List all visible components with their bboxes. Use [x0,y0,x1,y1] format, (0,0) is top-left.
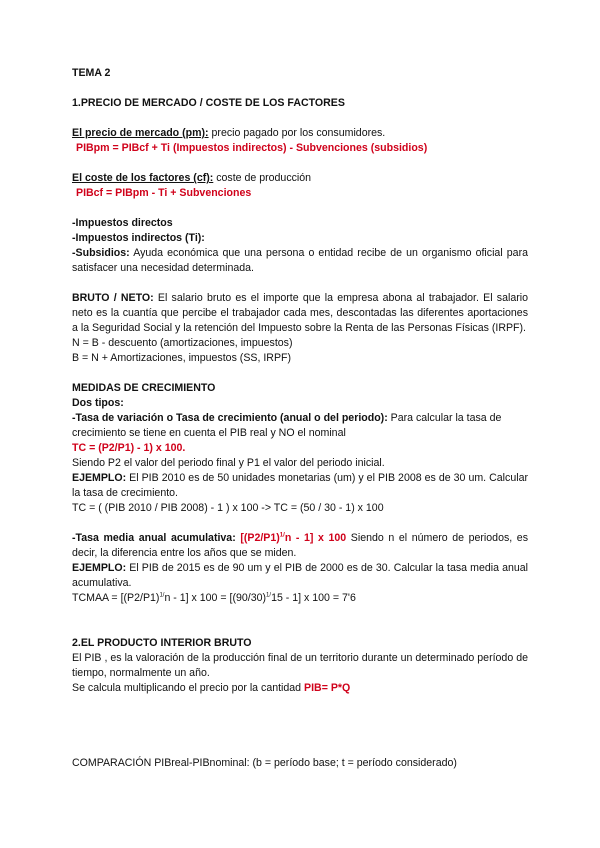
tasa-media-text: Siendo n el número de periodos, es decir, la diferencia entre los años que se miden. [72,532,528,559]
ejemplo2-text: El PIB de 2015 es de 90 um y el PIB de 2000 es de 30. Calcular la tasa media anual acumulativa. [72,562,528,589]
document-page [72,66,528,771]
ejemplo1-text: El PIB 2010 es de 50 unidades monetarias (um) y el PIB 2008 es de 30 um. Calcular la tasa de crecimiento. [72,472,528,499]
bruto-neto-text: El salario bruto es el importe que la empresa abona al trabajador. El salario neto es la cuantía que percibe el trabajador cada mes, descontadas las diferentes aportaciones a la Seguridad Social y la retención del Impuesto sobre la Renta de las Personas Físicas (IRPF). [72,292,528,334]
tcmaa-calculation: TCMAA = $[(P2/P1)^{1/}n - 1]$ x $100 = [(90/30)^{1/}15 - 1]$ x 100 = 7'6 [72,592,356,604]
section1-heading: 1.PRECIO DE MERCADO / COSTE DE LOS FACTORES [72,97,345,109]
impuestos-directos: -Impuestos directos [72,217,173,229]
cf-definition [72,171,528,186]
tema-title: TEMA 2 [72,67,111,79]
subsidios-paragraph [72,246,528,276]
dos-tipos: Dos tipos: [72,397,124,409]
pm-label: El precio de mercado (pm): [72,127,209,139]
cf-formula: PIBcf = PIBpm - Ti + Subvenciones [76,187,252,199]
medidas-heading: MEDIDAS DE CRECIMIENTO [72,382,216,394]
tasa-media-formula: $[(P2/P1)^{1/}n - 1]$ x 100 [240,532,347,544]
pm-definition [72,126,528,141]
pib-formula: PIB= P*Q [304,682,351,694]
tasa-media-paragraph [72,531,528,561]
bruto-neto-paragraph [72,291,528,336]
pm-formula: PIBpm = PIBcf + Ti (Impuestos indirectos) - Subvenciones (subsidios) [76,142,428,154]
ejemplo2-label: EJEMPLO: [72,562,127,574]
neto-formula: N = B - descuento (amortizaciones, impuestos) [72,337,293,349]
tc-formula: TC = (P2/P1) - 1) x 100. [72,442,186,454]
subsidios-label: -Subsidios: [72,247,130,259]
tasa-variacion-text: Para calcular la tasa de crecimiento se tiene en cuenta el PIB real y NO el nominal [72,412,502,439]
tasa-media-label: -Tasa media anual acumulativa: [72,532,236,544]
pm-text: precio pagado por los consumidores. [208,127,386,139]
pib-definition: El PIB , es la valoración de la producción final de un territorio durante un determinado período de tiempo, normalmente un año. [72,652,528,679]
cf-label: El coste de los factores (cf): [72,172,214,184]
ejemplo1-label: EJEMPLO: [72,472,127,484]
section2-heading: 2.EL PRODUCTO INTERIOR BRUTO [72,637,252,649]
impuestos-indirectos: -Impuestos indirectos (Ti): [72,232,205,244]
ejemplo1-calculation: TC = ( (PIB 2010 / PIB 2008) - 1 ) x 100 -> TC = (50 / 30 - 1) x 100 [72,502,384,514]
ejemplo2-paragraph [72,561,528,591]
bruto-neto-label: BRUTO / NETO: [72,292,154,304]
comparacion-line: COMPARACIÓN PIBreal-PIBnominal: (b = período base; t = período considerado) [72,757,457,769]
tasa-variacion-label: -Tasa de variación o Tasa de crecimiento (anual o del periodo): [72,412,388,424]
cf-text: coste de producción [213,172,312,184]
subsidios-text: Ayuda económica que una persona o entidad recibe de un organismo oficial para satisfacer una necesidad determinada. [72,247,528,274]
ejemplo1-paragraph [72,471,528,501]
pib-calculation: Se calcula multiplicando el precio por la cantidad PIB= P*Q [72,682,351,694]
bruto-formula: B = N + Amortizaciones, impuestos (SS, IRPF) [72,352,292,364]
siendo-text: Siendo P2 el valor del periodo final y P1 el valor del periodo inicial. [72,457,385,469]
tasa-variacion-paragraph [72,411,528,441]
